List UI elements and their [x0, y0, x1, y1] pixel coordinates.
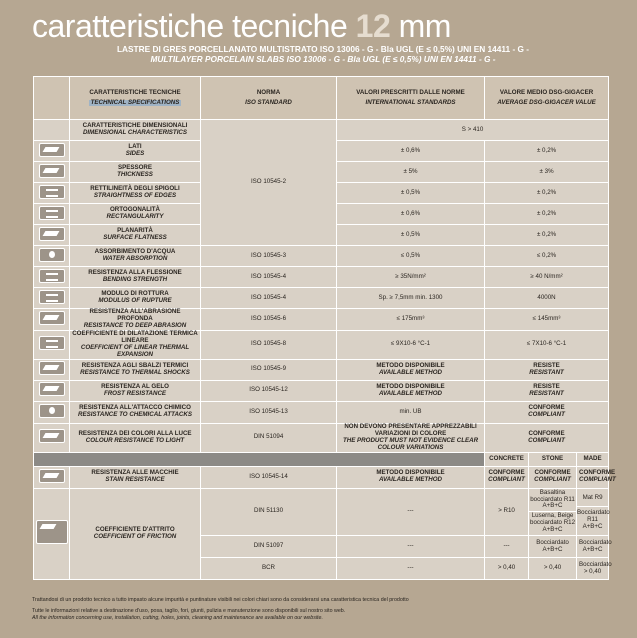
- page-title: [32, 8, 451, 45]
- thermal-shock-icon: [39, 361, 65, 375]
- table-row: RESISTENZA ALLA FLESSIONE BENDING STRENGTH ISO 10545-4 ≥ 35N/mm² ≥ 40 N/mm²: [34, 267, 609, 288]
- title-text: caratteristiche tecniche: [32, 8, 348, 44]
- subtitle-en: MULTILAYER PORCELAIN SLABS ISO 13006 - G - Bla UGL (E ≤ 0,5%) UNI EN 14411 - G -: [150, 54, 496, 64]
- table-row: SPESSORE THICKNESS ± 5% ± 3%: [34, 162, 609, 183]
- water-drop-icon: [39, 248, 65, 262]
- light-icon: [39, 429, 65, 443]
- header-icon-cell: [34, 77, 70, 120]
- table-row: ASSORBIMENTO D'ACQUA WATER ABSORPTION ISO 10545-3 ≤ 0,5% ≤ 0,2%: [34, 246, 609, 267]
- friction-icon: [36, 520, 68, 544]
- table-row: RESISTENZA ALL'ATTACCO CHIMICO RESISTANCE TO CHEMICAL ATTACKS ISO 10545-13 min. UB CONFORME COMPLIANT: [34, 401, 609, 423]
- table-row: COEFFICIENTE D'ATTRITO COEFFICIENT OF FRICTION DIN 51130 --- > R10 Basaltina bocciardato R11 A+B+C Luserna, Beige bocciardato R12 A+B+C Mat R9 Bocciardato R11 A+B+C: [34, 488, 609, 536]
- table-row: MODULO DI ROTTURA MODULUS OF RUPTURE ISO 10545-4 Sp. ≥ 7,5mm min. 1300 4000N: [34, 288, 609, 309]
- footer-note: Trattandosi di un prodotto tecnico a tutto impasto alcune impurità e puntinature visibili nei colori chiari sono da considerarsi una caratteristica tecnica del prodotto: [32, 597, 409, 603]
- table-row: RESISTENZA ALL'ABRASIONE PROFONDA RESISTANCE TO DEEP ABRASION ISO 10545-6 ≤ 175mm³ ≤ 145mm³: [34, 309, 609, 331]
- header-row: [34, 77, 609, 120]
- title-thickness: 12: [355, 8, 391, 44]
- tile-sides-icon: [39, 143, 65, 157]
- header-average: VALORE MEDIO DSG-GIGACER AVERAGE DSG-GIGACER VALUE: [485, 77, 609, 120]
- table-row: BCR --- > 0,40 > 0,40 Bocciardato > 0,40: [34, 558, 609, 580]
- table-row: RESISTENZA AL GELO FROST RESISTANCE ISO 10545-12 METODO DISPONIBILE AVAILABLE METHOD RESISTE RESISTANT: [34, 380, 609, 401]
- table-row: PLANARITÀ SURFACE FLATNESS ± 0,5% ± 0,2%: [34, 225, 609, 246]
- subheader-row: CONCRETE STONE MADE: [34, 452, 609, 466]
- table-row: RESISTENZA DEI COLORI ALLA LUCE COLOUR RESISTANCE TO LIGHT DIN 51094 NON DEVONO PRESENTARE APPREZZABILI VARIAZIONI DI COLORE THE PRODUCT MUST NOT EVIDENCE CLEAR COLOUR VARIATIONS CONFORME COMPLIANT: [34, 423, 609, 452]
- title-unit: mm: [398, 8, 451, 44]
- frost-icon: [39, 382, 65, 396]
- header-characteristics: CARATTERISTICHE TECNICHE TECHNICAL SPECIFICATIONS: [70, 77, 201, 120]
- stain-icon: [39, 469, 65, 483]
- straightness-icon: [39, 185, 65, 199]
- table-row: COEFFICIENTE DI DILATAZIONE TERMICA LINEARE COEFFICIENT OF LINEAR THERMAL EXPANSION ISO 10545-8 ≤ 9X10-6 °C-1 ≤ 7X10-6 °C-1: [34, 330, 609, 359]
- table-row: CARATTERISTICHE DIMENSIONALI DIMENSIONAL CHARACTERISTICS ISO 10545-2 S > 410: [34, 120, 609, 141]
- header-prescribed: VALORI PRESCRITTI DALLE NORME INTERNATIONAL STANDARDS: [337, 77, 485, 120]
- thermal-expansion-icon: [39, 336, 65, 350]
- flatness-icon: [39, 227, 65, 241]
- table-row: RESISTENZA ALLE MACCHIE STAIN RESISTANCE ISO 10545-14 METODO DISPONIBILE AVAILABLE METHOD CONFORME COMPLIANT CONFORME COMPLIANT CONFORME COMPLIANT: [34, 466, 609, 488]
- group-norm: ISO 10545-2: [201, 120, 337, 246]
- rectangularity-icon: [39, 206, 65, 220]
- table-row: RESISTENZA AGLI SBALZI TERMICI RESISTANCE TO THERMAL SHOCKS ISO 10545-9 METODO DISPONIBILE AVAILABLE METHOD RESISTE RESISTANT: [34, 359, 609, 380]
- table-row: DIN 51097 --- --- Bocciardato A+B+C Bocciardato A+B+C: [34, 536, 609, 558]
- footer-info-it: Tutte le informazioni relative a destinazione d'uso, posa, taglio, fori, giunti, pulizia e manutenzione sono disponibili sul nostro sito web.: [32, 608, 346, 614]
- bending-icon: [39, 269, 65, 283]
- table-row: RETTILINEITÀ DEGLI SPIGOLI STRAIGHTNESS OF EDGES ± 0,5% ± 0,2%: [34, 183, 609, 204]
- spec-table: [33, 76, 616, 580]
- chemical-icon: [39, 404, 65, 418]
- header-norm: NORMA ISO STANDARD: [201, 77, 337, 120]
- subtitle-it: LASTRE DI GRES PORCELLANATO MULTISTRATO ISO 13006 - G - Bla UGL (E ≤ 0,5%) UNI EN 14411 - G -: [116, 44, 530, 54]
- thickness-icon: [39, 164, 65, 178]
- table-row: ORTOGONALITÀ RECTANGULARITY ± 0,6% ± 0,2%: [34, 204, 609, 225]
- rupture-icon: [39, 290, 65, 304]
- table-row: LATI SIDES ± 0,6% ± 0,2%: [34, 141, 609, 162]
- abrasion-icon: [39, 311, 65, 325]
- footer-info-en: All the information concerning use, installation, cutting, holes, joints, cleaning and maintenance are available on our website.: [32, 615, 323, 621]
